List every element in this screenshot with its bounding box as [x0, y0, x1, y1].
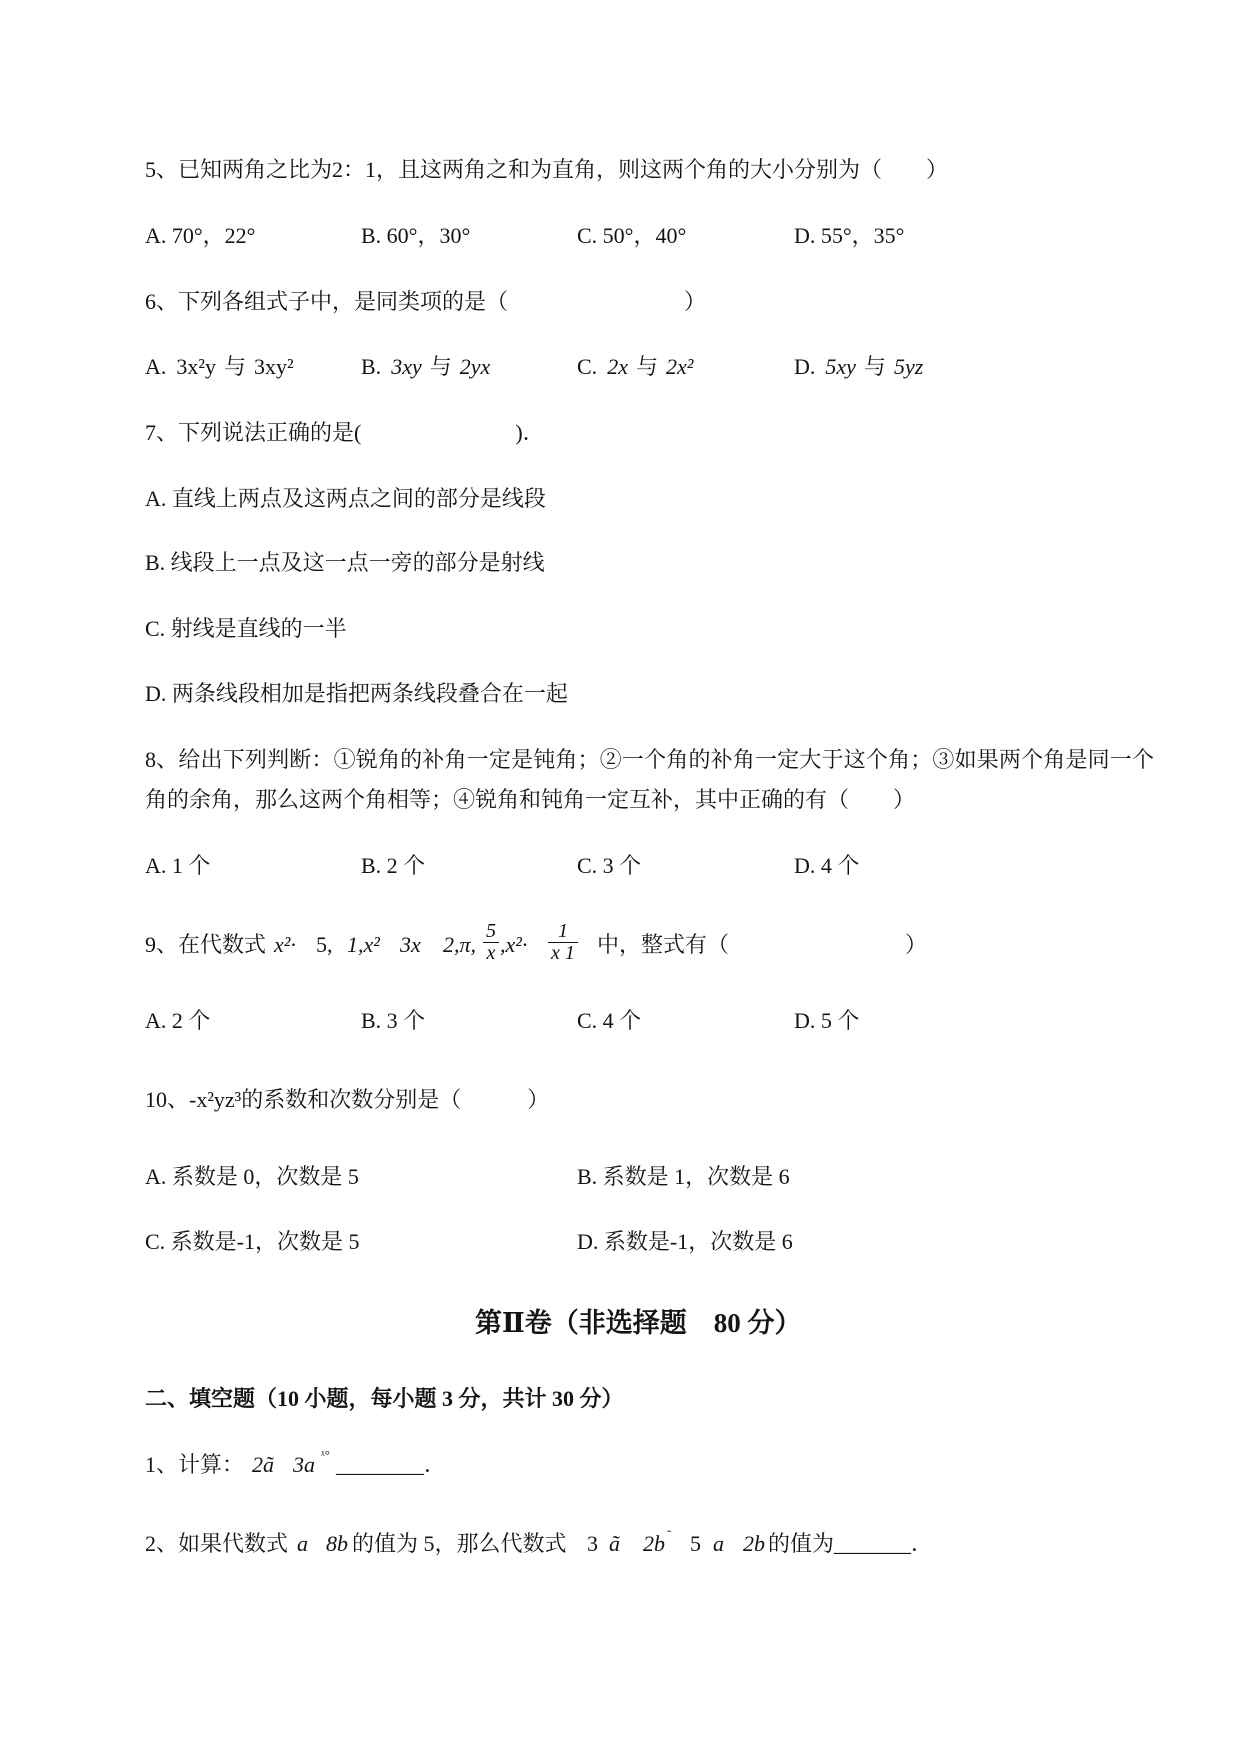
fill1-expr: 3a — [293, 1452, 315, 1477]
q8-stem-line2: 角的余角，那么这两个角相等；④锐角和钝角一定互补，其中正确的有（ ） — [145, 787, 916, 812]
fill2-answer-blank: 的值为_______． — [768, 1531, 934, 1556]
q9-term: 1,x² — [347, 932, 380, 957]
fill2-mark: ˜ — [667, 1527, 672, 1542]
option-expr-right: 3xy² — [254, 354, 294, 379]
option-expr-left: 3xy — [391, 354, 422, 379]
q7-stem: 7、下列说法正确的是( )． — [145, 420, 545, 445]
option-expr-left: 5xy — [825, 354, 856, 379]
q9-option-d: D. 5 个 — [794, 1008, 860, 1033]
fill2-expr: ã — [609, 1531, 620, 1556]
fraction-numerator: 1 — [557, 920, 568, 942]
fill1-prefix: 1、计算： — [145, 1452, 245, 1477]
q9-term: 3x — [400, 932, 421, 957]
q8-stem-line1: 8、给出下列判断：①锐角的补角一定是钝角；②一个角的补角一定大于这个角；③如果两个角是同一个 — [145, 747, 1154, 772]
option-join: 与 — [635, 354, 658, 379]
q10-stem: 10、-x²yz³的系数和次数分别是（ ） — [145, 1087, 550, 1112]
fill-in-section-heading: 二、填空题（10 小题，每小题 3 分，共计 30 分） — [145, 1386, 624, 1411]
q5-option-d: D. 55°，35° — [794, 223, 905, 248]
q9-term: 5, — [316, 932, 333, 957]
option-join: 与 — [224, 354, 247, 379]
q9-stem-prefix: 9、在代数式 — [145, 932, 267, 957]
q9-fraction-5-over-x — [483, 921, 499, 964]
q9-stem-suffix: 中，整式有（ ） — [597, 932, 928, 957]
option-expr-right: 2yx — [459, 354, 491, 379]
fill1-mark: ˣ° — [321, 1447, 330, 1462]
q9-option-b: B. 3 个 — [361, 1008, 426, 1033]
q6-stem: 6、下列各组式子中，是同类项的是（ ） — [145, 289, 707, 314]
q7-option-b: B. 线段上一点及这一点一旁的部分是射线 — [145, 550, 545, 575]
option-label: D. — [794, 354, 816, 379]
q5-option-a: A. 70°，22° — [145, 223, 256, 248]
q7-option-c: C. 射线是直线的一半 — [145, 616, 347, 641]
option-label: C. — [577, 354, 598, 379]
q10-option-d: D. 系数是-1，次数是 6 — [577, 1229, 793, 1254]
q8-option-c: C. 3 个 — [577, 853, 642, 878]
q7-option-d: D. 两条线段相加是指把两条线段叠合在一起 — [145, 681, 568, 706]
fill2-expr: a — [713, 1531, 724, 1556]
fill2-prefix: 2、如果代数式 — [145, 1531, 289, 1556]
fill1-expr: 2ã — [252, 1452, 274, 1477]
option-label: A. — [145, 354, 167, 379]
q8-option-b: B. 2 个 — [361, 853, 426, 878]
q6-option-d — [794, 354, 923, 380]
q9-fraction-1-over-x-1 — [548, 921, 578, 964]
q6-option-a — [145, 354, 294, 380]
q8-option-a: A. 1 个 — [145, 853, 211, 878]
fraction-numerator: 5 — [486, 920, 496, 942]
fill2-expr: a — [297, 1531, 308, 1556]
fill1-answer-blank: ________． — [336, 1452, 447, 1477]
fraction-denominator: x 1 — [551, 942, 575, 964]
option-join: 与 — [429, 354, 452, 379]
q9-term: 2,π, — [443, 932, 477, 957]
fill2-expr: 3 — [587, 1531, 598, 1556]
q10-option-c: C. 系数是-1，次数是 5 — [145, 1229, 360, 1254]
option-expr-right: 5yz — [893, 354, 924, 379]
q10-option-b: B. 系数是 1，次数是 6 — [577, 1164, 790, 1189]
q9-term: ,x²· — [500, 932, 528, 957]
q7-option-a: A. 直线上两点及这两点之间的部分是线段 — [145, 486, 546, 511]
q10-option-a: A. 系数是 0，次数是 5 — [145, 1164, 359, 1189]
q9-option-c: C. 4 个 — [577, 1008, 642, 1033]
q9-term: x²· — [274, 932, 296, 957]
q8-option-d: D. 4 个 — [794, 853, 860, 878]
option-label: B. — [361, 354, 382, 379]
fill2-middle-text: 的值为 5，那么代数式 — [352, 1531, 567, 1556]
fill2-expr: 8b — [326, 1531, 348, 1556]
q5-stem: 5、已知两角之比为2：1，且这两角之和为直角，则这两个角的大小分别为（ ） — [145, 157, 949, 182]
option-join: 与 — [863, 354, 886, 379]
option-expr-right: 2x² — [665, 354, 694, 379]
q5-option-b: B. 60°，30° — [361, 223, 471, 248]
q6-option-b — [361, 354, 490, 380]
q6-option-c — [577, 354, 693, 380]
option-expr-left: 3x²y — [176, 354, 216, 379]
option-expr-left: 2x — [607, 354, 628, 379]
q5-option-c: C. 50°，40° — [577, 223, 687, 248]
fill2-expr: 2b — [743, 1531, 765, 1556]
part2-heading: 第Ⅱ卷（非选择题 80 分） — [475, 1308, 802, 1338]
fill2-expr: 5 — [690, 1531, 701, 1556]
fill2-expr: 2b — [643, 1531, 665, 1556]
fraction-denominator: x — [486, 942, 496, 964]
q9-option-a: A. 2 个 — [145, 1008, 211, 1033]
